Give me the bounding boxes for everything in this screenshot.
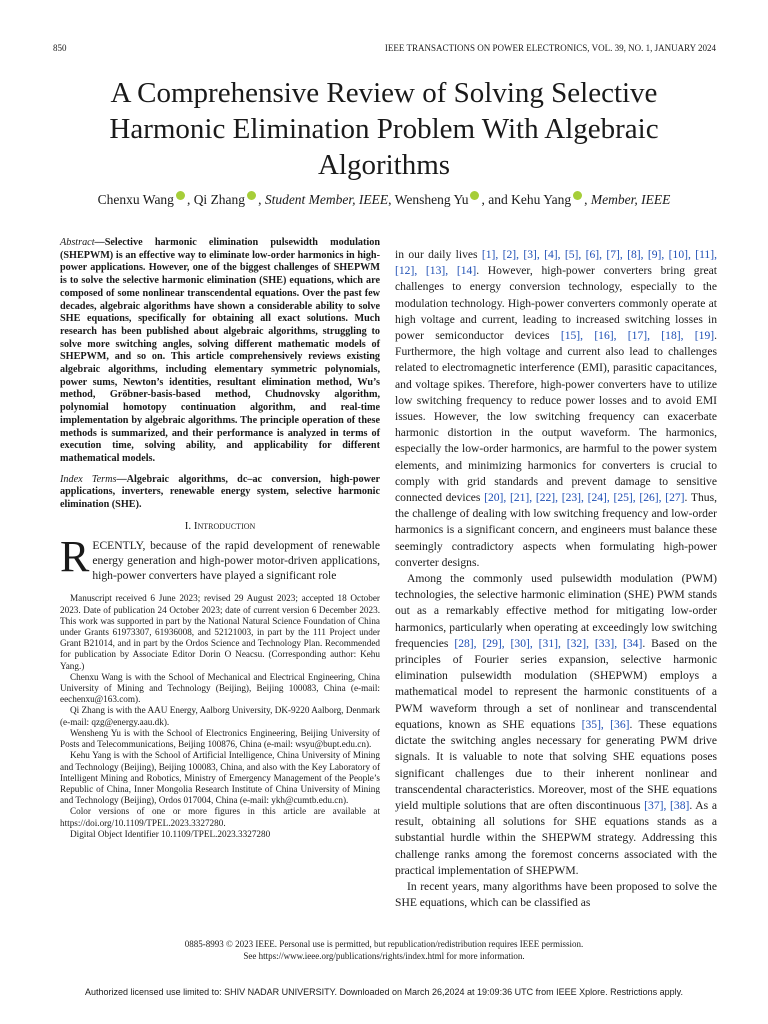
body-paragraph — [395, 247, 717, 571]
citation-link[interactable]: [37], [38] — [644, 798, 690, 812]
citation-link[interactable]: [15], [16], [17], [18], [19] — [560, 329, 715, 343]
intro-paragraph — [60, 531, 380, 584]
author-name: Kehu Yang — [511, 192, 572, 207]
author-role: Member, IEEE — [590, 192, 671, 207]
footnote: Wensheng Yu is with the School of Electronics Engineering, Beijing University of Posts and Telecommunications, Beijing 100876, China (e-mail: wsyu@bupt.edu.cn). — [60, 727, 380, 750]
abstract-text: —Selective harmonic elimination pulsewidth modulation (SHEPWM) is an effective way to eliminate low-order harmonics in high-power applications. However, one of the biggest challenges of SHEPWM is to solve the selective harmonic elimination (SHE) equations, which are composed of some nonlinear transcendental equations. Over the past few decades, algebraic algorithms have shown a considerable ability to solve SHE equations, specifically for obtaining all exact solutions. Much research has been published about algebraic algorithms, struggling to solve more switching angles, solving different mathematic models of SHEPWM, and so on. This article comprehensively reviews existing algebraic algorithms, including elementary symmetric polynomials, power sums, Newton’s identities, resultant elimination method, Wu’s method, Gröbner-basis-based method, Chudnovsky algorithm, polynomial homotopy continuation algorithm, and real-time implementation by algebraic algorithms. The principle operation of these methods is summarized, and their performance is analyzed in terms of execution time, solving ability, and applicability for different mathematical models. — [60, 237, 380, 464]
author-line: Chenxu Wang , Qi Zhang , Student Member, IEEE, Wensheng Yu , and Kehu Yang , Member, IEEE — [97, 192, 671, 207]
abstract — [60, 237, 380, 466]
drop-cap: R — [60, 531, 90, 581]
citation-link[interactable]: [20], [21], [22], [23], [24], [25], [26], [27] — [484, 491, 685, 505]
section-heading: I. Introduction — [184, 519, 256, 532]
body-text: . Based on the principles of Fourier series expansion, selective harmonic elimination pulsewidth modulation (SHEPWM) employs a mathematical model to represent the harmonic constituents of a PWM waveform through a set of nonlinear and transcendental equations, known as SHE equations — [395, 636, 717, 731]
copyright-line: See https://www.ieee.org/publications/rights/index.html for more information. — [243, 950, 525, 961]
footnote: Kehu Yang is with the School of Artificial Intelligence, China University of Mining and Technology (Beijing), Beijing 100083, China, and also with the Key Laboratory of Intelligent Mining and Robotics, Ministry of Emergency Management of the People’s Republic of China, Inner Mongolia Research Institute of China University of Mining and Technology (Beijing), Ordos 017004, China (e-mail: ykh@cumtb.edu.cn). — [60, 750, 380, 806]
body-text: . As a result, obtaining all solutions for SHE equations stands as a substantial hurdle within the SHEPWM strategy. Addressing this challenge ranks among the foremost concerns associated with the practical implementation of SHEPWM. — [395, 798, 717, 877]
copyright-notice — [60, 939, 708, 962]
body-text: Among the commonly used pulsewidth modulation (PWM) technologies, the selective harmonic elimination (SHE) PWM stands out as a remarkably effective method for mitigating low-order harmonics, particularly when operating at exceedingly low switching frequencies — [395, 572, 717, 650]
index-terms-text: —Algebraic algorithms, dc–ac conversion, high-power applications, inverters, renewable energy system, selective harmonic elimination (SHE). — [60, 473, 380, 511]
orcid-icon[interactable] — [247, 191, 256, 200]
abstract-lead: Abstract — [60, 237, 95, 248]
running-header — [53, 43, 716, 53]
citation-link[interactable]: [1], [2], [3], [4], [5], [6], [7], [8], [9], [10], [11], [12], [13], [14] — [395, 248, 717, 278]
author-name: Chenxu Wang — [97, 192, 174, 207]
page-number: 850 — [53, 43, 67, 53]
author-name: Wensheng Yu — [394, 192, 469, 207]
body-text: . These equations dictate the switching angles necessary for generating PWM drive signals. It is valuable to note that solving SHE equations poses significant challenges due to their inherent nonlinear and transcendental characteristics. Moreover, most of the SHE equations yield multiple solutions that are often discontinuous — [395, 717, 717, 812]
footnotes — [60, 593, 380, 839]
body-text: . However, high-power converters bring great challenges to energy conversion technology, especially to the modulation technology. High-power converters commonly operate at high voltage and current, leading to increased switching losses in power semiconductor devices — [395, 264, 717, 343]
author-role: Student Member, IEEE — [264, 192, 389, 207]
body-paragraph — [395, 571, 717, 879]
index-terms-lead: Index Terms — [60, 473, 117, 485]
orcid-icon[interactable] — [573, 191, 582, 200]
intro-text: ECENTLY, because of the rapid development of renewable energy generation and high-power motor-driven applications, high-power converters have played a significant role — [92, 538, 380, 583]
journal-name: IEEE TRANSACTIONS ON POWER ELECTRONICS, VOL. 39, NO. 1, JANUARY 2024 — [384, 43, 716, 53]
body-paragraph: In recent years, many algorithms have been proposed to solve the SHE equations, which can be classified as — [395, 879, 717, 910]
body-text: . Furthermore, the high voltage and current also lead to challenges related to electromagnetic interference (EMI), parasitic capacitances, and voltage spikes. Therefore, high-power converters have to utilize low switching frequency to reduce power losses and to avoid EMI issues. However, the low switching frequency can exacerbate harmonic distortion in the output waveform. The harmonics, especially the low-order harmonics, are harmful to the power system elements, and minimizing harmonics for converters is crucial to comply with grid standards and prevent damage to sensitive connected devices — [395, 329, 718, 505]
footnote: Digital Object Identifier 10.1109/TPEL.2023.3327280 — [70, 828, 271, 839]
citation-link[interactable]: [28], [29], [30], [31], [32], [33], [34] — [454, 636, 643, 650]
author-name: Qi Zhang — [193, 192, 246, 207]
footnote: Chenxu Wang is with the School of Mechanical and Electrical Engineering, China University of Mining and Technology (Beijing), Beijing 100083, China (e-mail: eechenxu@163.com). — [60, 671, 380, 705]
left-column — [60, 237, 380, 840]
footnote: Color versions of one or more figures in this article are available at https://doi.org/10.1109/TPEL.2023.3327280. — [60, 806, 380, 828]
right-column — [395, 247, 717, 911]
citation-link[interactable]: [35], [36] — [581, 717, 630, 731]
footnote: Qi Zhang is with the AAU Energy, Aalborg University, DK-9220 Aalborg, Denmark (e-mail: qzg@energy.aau.dk). — [60, 705, 380, 727]
body-text: . Thus, the challenge of dealing with low switching frequency and low-order harmonics is a significant concern, and engineers must balance these seemingly contradictory aspects when formulating high-power converter designs. — [395, 491, 717, 569]
body-text: in our daily lives — [395, 248, 482, 261]
copyright-line: 0885-8993 © 2023 IEEE. Personal use is permitted, but republication/redistribution requires IEEE permission. — [184, 939, 584, 949]
orcid-icon[interactable] — [176, 191, 185, 200]
paper-title: A Comprehensive Review of Solving Selective Harmonic Elimination Problem With Algebraic Algorithms — [109, 77, 659, 181]
orcid-icon[interactable] — [470, 191, 479, 200]
index-terms — [60, 474, 380, 512]
footnote: Manuscript received 6 June 2023; revised 29 August 2023; accepted 18 October 2023. Date of publication 24 October 2023; date of current version 6 December 2023. This work was supported in part by the National Natural Science Foundation of China under Grants 61973307, 61936008, and 52121003, in part by the 111 Project under Grant B21014, and in part by the Ordos Science and Technology Plan. Recommended for publication by Associate Editor Dorin O Neacsu. (Corresponding author: Kehu Yang.) — [60, 593, 380, 671]
license-notice: Authorized licensed use limited to: SHIV NADAR UNIVERSITY. Downloaded on March 26,2024 at 19:09:36 UTC from IEEE Xplore. Restrictions apply. — [85, 987, 683, 997]
author-separator: , and — [481, 192, 512, 207]
